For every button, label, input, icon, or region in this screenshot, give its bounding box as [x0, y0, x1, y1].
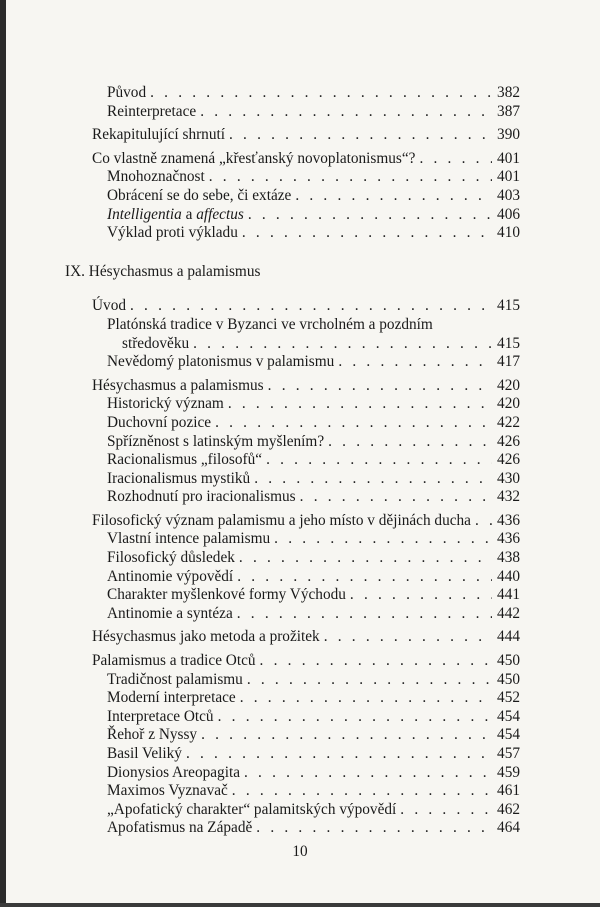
leader-dots	[295, 187, 492, 206]
toc-entry-page: 401	[497, 149, 520, 167]
page-number: 10	[292, 843, 308, 860]
leader-dots	[232, 782, 492, 801]
leader-dots	[237, 605, 492, 624]
toc-entry	[92, 726, 520, 745]
toc-entry-title: Úvod	[92, 297, 126, 315]
toc-entry	[92, 353, 520, 372]
toc-entry	[92, 708, 520, 727]
toc-entry-title: středověku	[122, 334, 190, 352]
toc-entry	[92, 470, 520, 489]
toc-entry	[92, 764, 520, 783]
toc-entry-page: 382	[497, 84, 520, 101]
toc-entry-title: Rozhodnutí pro iracionalismus	[107, 488, 296, 506]
leader-dots	[201, 726, 492, 745]
toc-entry-page: 390	[497, 126, 520, 144]
toc-entry-title: Charakter myšlenkové formy Východu	[107, 586, 346, 604]
toc-entry-title: Co vlastně znamená „křesťanský novoplatonismus“?	[92, 149, 416, 167]
toc-entry-title: Historický význam	[107, 395, 224, 413]
toc-entry	[92, 377, 520, 396]
toc-entry-title: Tradičnost palamismu	[107, 670, 243, 688]
toc-entry	[92, 628, 520, 647]
toc-entry-title: Duchovní pozice	[107, 413, 212, 431]
toc-entry-title: Vlastní intence palamismu	[107, 530, 271, 548]
toc-entry-page: 436	[497, 511, 520, 529]
toc-entry	[92, 150, 520, 169]
leader-dots	[239, 549, 492, 568]
toc-entry-title: Dionysios Areopagita	[107, 763, 240, 781]
toc-entry	[92, 168, 520, 187]
leader-dots	[300, 488, 492, 507]
toc-entry-page: 442	[497, 604, 520, 622]
toc-entry-page: 387	[497, 102, 520, 120]
toc-entry-title-italic: affectus	[196, 205, 244, 223]
leader-dots	[266, 451, 492, 470]
toc-entry	[92, 745, 520, 764]
toc-entry-page: 441	[497, 586, 520, 604]
toc-entry-title: Spřízněnost s latinským myšlením?	[107, 432, 325, 450]
toc-entry-title: Basil Veliký	[107, 745, 182, 762]
toc-entry-page: 454	[497, 707, 520, 725]
leader-dots	[324, 628, 492, 647]
leader-dots	[244, 764, 492, 783]
toc-entry-page: 426	[497, 432, 520, 450]
page-edge-bottom	[0, 903, 600, 907]
toc-entry-page: 420	[497, 376, 520, 394]
toc-entry	[92, 395, 520, 414]
toc-entry-page: 454	[497, 726, 520, 744]
toc-entry-title: Filosofický důsledek	[107, 549, 235, 567]
leader-dots	[215, 414, 492, 433]
toc-entry-page: 438	[497, 549, 520, 567]
page-edge-left	[0, 0, 6, 907]
toc-entry	[92, 819, 520, 838]
leader-dots	[150, 84, 492, 103]
toc-entry-page: 417	[497, 353, 520, 371]
leader-dots	[218, 708, 492, 727]
toc-entry	[92, 605, 520, 624]
toc-entry	[92, 586, 520, 605]
toc-entry-page: 403	[497, 186, 520, 204]
toc-entry-title: Moderní interpretace	[107, 689, 236, 707]
leader-dots	[193, 335, 492, 354]
toc-entry-page: 401	[497, 168, 520, 186]
toc-entry	[92, 530, 520, 549]
toc-entry-title: Řehoř z Nyssy	[107, 726, 198, 744]
toc-entry	[92, 187, 520, 206]
toc-entry-title: Nevědomý platonismus v palamismu	[107, 353, 335, 371]
toc-entry-title: Výklad proti výkladu	[107, 224, 238, 242]
toc-entry	[92, 297, 520, 316]
toc-entry-page: 432	[497, 488, 520, 506]
toc-entry-title: Reinterpretace	[107, 102, 197, 120]
toc-entry	[92, 433, 520, 452]
toc-entry-title: Antinomie a syntéza	[107, 604, 233, 622]
table-of-contents	[65, 84, 520, 838]
toc-entry	[92, 512, 520, 531]
leader-dots	[268, 377, 492, 396]
toc-entry-title: Palamismus a tradice Otců	[92, 652, 256, 670]
toc-entry-title: Maximos Vyznavač	[107, 782, 228, 800]
toc-entry-page: 459	[497, 763, 520, 781]
toc-entry	[92, 671, 520, 690]
toc-entry-title: Původ	[107, 84, 147, 101]
leader-dots	[419, 150, 492, 169]
toc-entry-title: Obrácení se do sebe, či extáze	[107, 186, 292, 204]
leader-dots	[475, 512, 492, 531]
leader-dots	[350, 586, 492, 605]
toc-entry	[92, 414, 520, 433]
toc-entry	[92, 801, 520, 820]
toc-entry-title: Hésychasmus jako metoda a prožitek	[92, 628, 320, 646]
toc-entry-page: 440	[497, 567, 520, 585]
toc-entry-title	[107, 206, 244, 225]
toc-entry	[92, 568, 520, 587]
toc-entry	[92, 689, 520, 708]
toc-entry-page: 415	[497, 297, 520, 315]
toc-entry	[92, 84, 520, 103]
leader-dots	[228, 395, 492, 414]
toc-entry-title: Antinomie výpovědí	[107, 567, 234, 585]
leader-dots	[274, 530, 492, 549]
toc-entry-page: 406	[497, 205, 520, 223]
toc-entry	[92, 206, 520, 225]
toc-entry	[92, 652, 520, 671]
leader-dots	[400, 801, 492, 820]
toc-entry-title: Platónská tradice v Byzanci ve vrcholném a pozdním	[107, 315, 433, 333]
toc-entry-page: 444	[497, 628, 520, 646]
toc-entry-page: 461	[497, 782, 520, 800]
toc-entry	[92, 335, 520, 354]
leader-dots	[229, 126, 492, 145]
leader-dots	[338, 353, 492, 372]
toc-entry-page: 420	[497, 395, 520, 413]
toc-entry	[92, 224, 520, 243]
toc-entry-title: Filosofický význam palamismu a jeho místo v dějinách ducha	[92, 511, 471, 529]
toc-entry	[92, 488, 520, 507]
leader-dots	[209, 168, 492, 187]
toc-entry-title-plain: a	[181, 205, 197, 223]
toc-entry-page: 436	[497, 530, 520, 548]
leader-dots	[256, 819, 492, 838]
toc-entry-title: Iracionalismus mystiků	[107, 469, 251, 487]
toc-entry-title: Mnohoznačnost	[107, 168, 205, 186]
toc-entry-title: Racionalismus „filosofů“	[107, 451, 263, 469]
toc-entry-title: „Apofatický charakter“ palamitských výpovědí	[107, 800, 397, 818]
leader-dots	[237, 568, 492, 587]
leader-dots	[242, 224, 492, 243]
toc-entry-page: 430	[497, 469, 520, 487]
leader-dots	[200, 103, 492, 122]
toc-entry-title: Rekapitulující shrnutí	[92, 126, 225, 144]
leader-dots	[254, 470, 492, 489]
toc-entry-title: Interpretace Otců	[107, 707, 214, 725]
leader-dots	[260, 652, 492, 671]
toc-entry-page: 464	[497, 819, 520, 837]
toc-entry-page: 450	[497, 670, 520, 688]
toc-entry-page: 452	[497, 689, 520, 707]
toc-entry-page: 450	[497, 652, 520, 670]
toc-entry-page: 415	[497, 334, 520, 352]
toc-entry-title: Hésychasmus a palamismus	[92, 376, 264, 394]
leader-dots	[328, 433, 492, 452]
leader-dots	[186, 745, 492, 764]
toc-entry-title: Apofatismus na Západě	[107, 819, 253, 837]
leader-dots	[130, 297, 492, 316]
toc-entry-page: 457	[497, 745, 520, 762]
toc-entry	[92, 451, 520, 470]
toc-entry-page: 462	[497, 800, 520, 818]
chapter-heading: IX. Hésychasmus a palamismus	[65, 262, 261, 280]
toc-entry-page: 426	[497, 451, 520, 469]
toc-entry	[92, 103, 520, 122]
toc-entry	[92, 126, 520, 145]
leader-dots	[247, 671, 492, 690]
toc-entry-wrapped-line	[92, 316, 520, 335]
toc-entry-page: 410	[497, 224, 520, 242]
toc-entry	[92, 782, 520, 801]
toc-entry-page: 422	[497, 413, 520, 431]
toc-entry	[92, 549, 520, 568]
leader-dots	[240, 689, 492, 708]
toc-entry-title-italic: Intelligentia	[107, 205, 182, 223]
leader-dots	[248, 206, 492, 225]
